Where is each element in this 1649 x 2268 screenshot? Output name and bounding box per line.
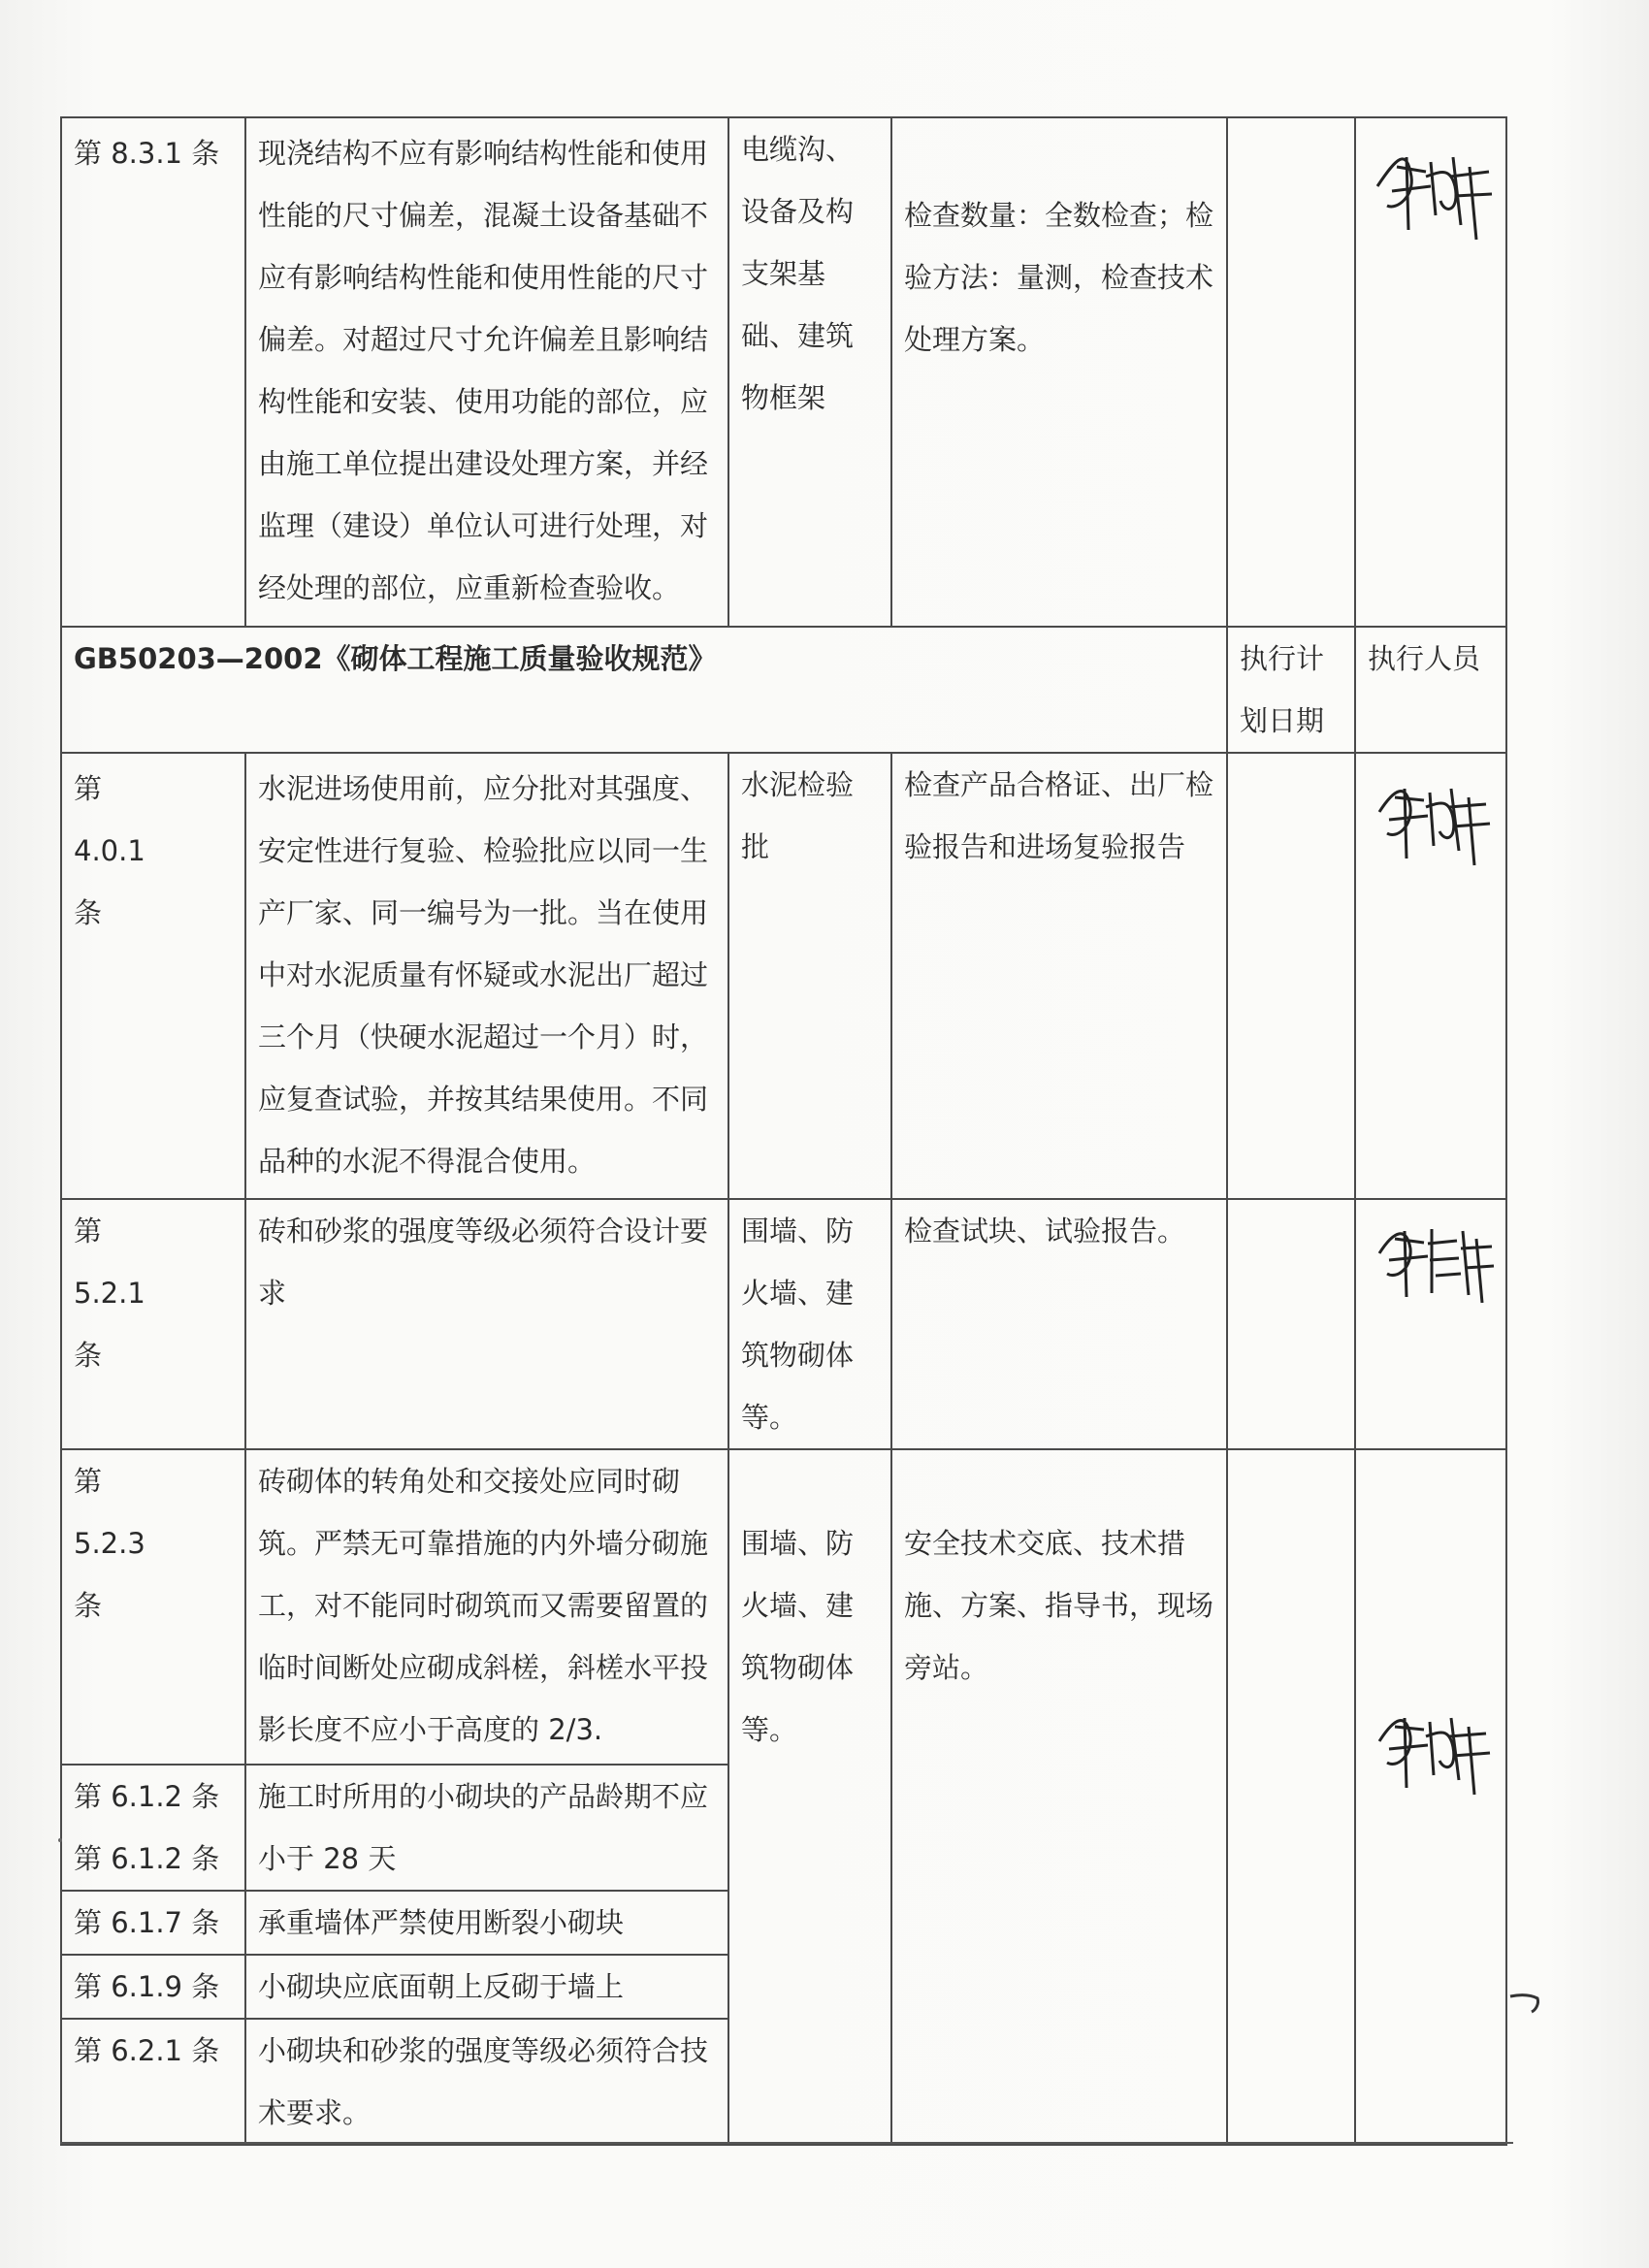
executor-signature [1355,1449,1506,2145]
clause-number [61,117,245,627]
signature-icon [1368,754,1504,870]
clause-text: 第 8.3.1 条 [74,137,220,170]
clause-number [61,753,245,1199]
executor-signature [1355,1199,1506,1449]
plan-date-cell [1227,117,1355,627]
clause-number [61,1449,245,1765]
requirement-text: 砖砌体的转角处和交接处应同时砌筑。严禁无可靠措施的内外墙分砌施工，对不能同时砌筑而又需要留置的临时间断处应砌成斜槎，斜槎水平投影长度不应小于高度的 2/3. [245,1449,728,1765]
method-text: 检查试块、试验报告。 [891,1199,1227,1449]
sub-requirement-text: 小砌块应底面朝上反砌于墙上 [245,1955,728,2019]
requirement-text: 砖和砂浆的强度等级必须符合设计要求 [245,1199,728,1449]
clause-number [61,1199,245,1449]
section-header-row [61,627,1506,753]
scope-value: 围墙、防火墙、建筑物砌体等。 [741,1527,855,1746]
footer-divider [60,2142,1513,2144]
scope-text [728,1449,891,2145]
col-plan-date-header: 执行计划日期 [1227,627,1355,753]
sub-clause-number: 第 6.1.2 条 第 6.1.2 条 [61,1765,245,1891]
requirement-text: 现浇结构不应有影响结构性能和使用性能的尺寸偏差，混凝土设备基础不应有影响结构性能和使用性能的尺寸偏差。对超过尺寸允许偏差且影响结构性能和安装、使用功能的部位，应由施工单位提出建设处理方案，并经监理（建设）单位认可进行处理，对经处理的部位，应重新检查验收。 [245,117,728,627]
clause-text: 第 5.2.3 条 [74,1465,146,1622]
signature-icon [1368,118,1504,244]
table-row [61,753,1506,1199]
executor-signature [1355,117,1506,627]
method-text: 检查数量：全数检查；检验方法：量测，检查技术处理方案。 [891,117,1227,627]
table-row [61,117,1506,627]
requirement-text: 水泥进场使用前，应分批对其强度、安定性进行复验、检验批应以同一生产厂家、同一编号为一批。当在使用中对水泥质量有怀疑或水泥出厂超过三个月（快硬水泥超过一个月）时，应复查试验，并按其结果使用。不同品种的水泥不得混合使用。 [245,753,728,1199]
method-text [891,1449,1227,2145]
sub-clause-number: 第 6.1.9 条 [61,1955,245,2019]
scope-text: 电缆沟、设备及构支架基础、建筑物框架 [728,117,891,627]
scope-text: 围墙、防火墙、建筑物砌体等。 [728,1199,891,1449]
sub-clause-number: 第 6.1.7 条 [61,1891,245,1955]
sub-requirement-text: 小砌块和砂浆的强度等级必须符合技术要求。 [245,2019,728,2145]
sub-requirement-text: 承重墙体严禁使用断裂小砌块 [245,1891,728,1955]
scope-text: 水泥检验批 [728,753,891,1199]
plan-date-cell [1227,1199,1355,1449]
sub-requirement-text: 施工时所用的小砌块的产品龄期不应小于 28 天 [245,1765,728,1891]
inspection-table [60,116,1507,2146]
clause-text: 第 4.0.1 条 [74,772,146,929]
method-value: 安全技术交底、技术措施、方案、指导书，现场旁站。 [904,1527,1214,1684]
plan-date-cell [1227,753,1355,1199]
executor-signature [1355,753,1506,1199]
table-row [61,1199,1506,1449]
table-row [61,1449,1506,1765]
section-title: GB50203—2002《砌体工程施工质量验收规范》 [61,627,1227,753]
signature-icon [1368,1200,1504,1307]
clause-text: 第 5.2.1 条 [74,1215,146,1372]
signature-icon [1368,1683,1504,1799]
margin-mark-icon [1508,1989,1547,2018]
col-executor-header: 执行人员 [1355,627,1506,753]
method-text: 检查产品合格证、出厂检验报告和进场复验报告 [891,753,1227,1199]
scan-speck [58,1838,62,1842]
plan-date-cell [1227,1449,1355,2145]
sub-clause-number: 第 6.2.1 条 [61,2019,245,2145]
